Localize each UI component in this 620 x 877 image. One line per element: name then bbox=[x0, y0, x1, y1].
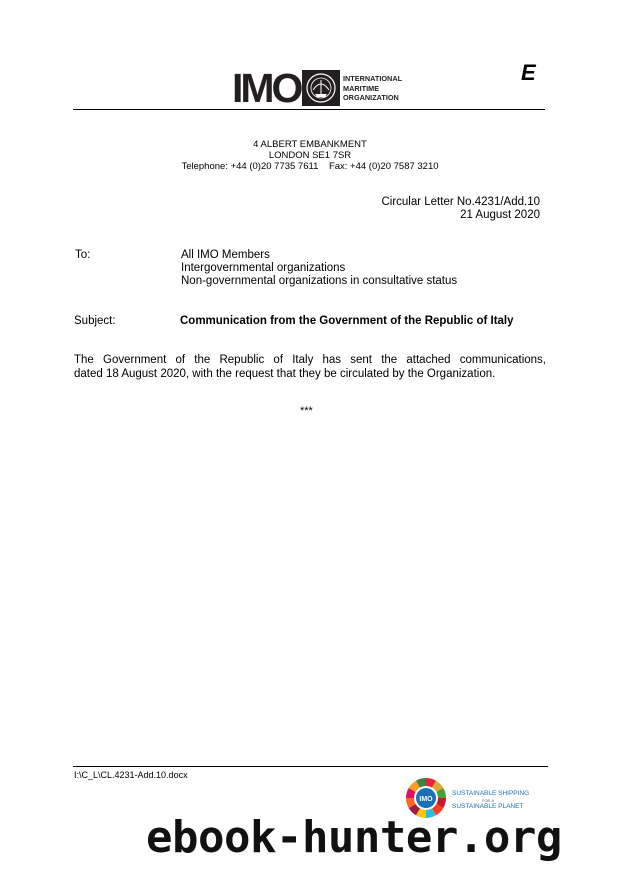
language-code: E bbox=[521, 60, 536, 85]
footer-filename: I:\C_L\CL.4231-Add.10.docx bbox=[74, 770, 188, 780]
org-name bbox=[343, 74, 402, 103]
recipient-item: Intergovernmental organizations bbox=[181, 262, 346, 274]
address-line-1: 4 ALBERT EMBANKMENT bbox=[253, 139, 367, 150]
recipient-item: Non-governmental organizations in consultative status bbox=[181, 275, 458, 287]
to-label: To: bbox=[75, 249, 91, 261]
recipient-list bbox=[181, 249, 457, 288]
recipient-item: All IMO Members bbox=[181, 249, 270, 261]
org-name-line: MARITIME bbox=[343, 83, 380, 93]
contact-line bbox=[100, 161, 520, 172]
footer-divider bbox=[73, 766, 548, 767]
sdg-line-2: SUSTAINABLE PLANET bbox=[452, 802, 524, 810]
org-name-line: ORGANIZATION bbox=[343, 93, 399, 102]
watermark: ebook-hunter.org bbox=[146, 812, 562, 863]
sdg-line-1: SUSTAINABLE SHIPPING bbox=[452, 790, 530, 797]
body-paragraph bbox=[74, 353, 546, 381]
imo-emblem-icon bbox=[302, 70, 340, 106]
imo-logo bbox=[232, 65, 412, 111]
body-line: dated 18 August 2020, with the request that they be circulated by the Organization. bbox=[74, 368, 496, 380]
circular-date: 21 August 2020 bbox=[460, 209, 540, 221]
svg-text:IMO: IMO bbox=[419, 796, 433, 803]
logo-letters: IMO bbox=[232, 65, 301, 111]
sdg-for: FOR A bbox=[482, 797, 495, 803]
header-divider bbox=[73, 109, 545, 110]
subject-text: Communication from the Government of the Republic of Italy bbox=[180, 315, 514, 327]
org-name-line: INTERNATIONAL bbox=[343, 74, 403, 83]
address-line-2: LONDON SE1 7SR bbox=[268, 150, 352, 161]
subject-label: Subject: bbox=[74, 315, 116, 327]
body-line: The Government of the Republic of Italy has sent the attached communications, bbox=[74, 354, 546, 366]
sdg-tagline bbox=[452, 790, 529, 810]
fax: Fax: +44 (0)20 7587 3210 bbox=[328, 161, 439, 172]
circular-number: Circular Letter No.4231/Add.10 bbox=[381, 196, 540, 208]
separator: *** bbox=[300, 405, 313, 417]
telephone: Telephone: +44 (0)20 7735 7611 bbox=[181, 161, 319, 172]
